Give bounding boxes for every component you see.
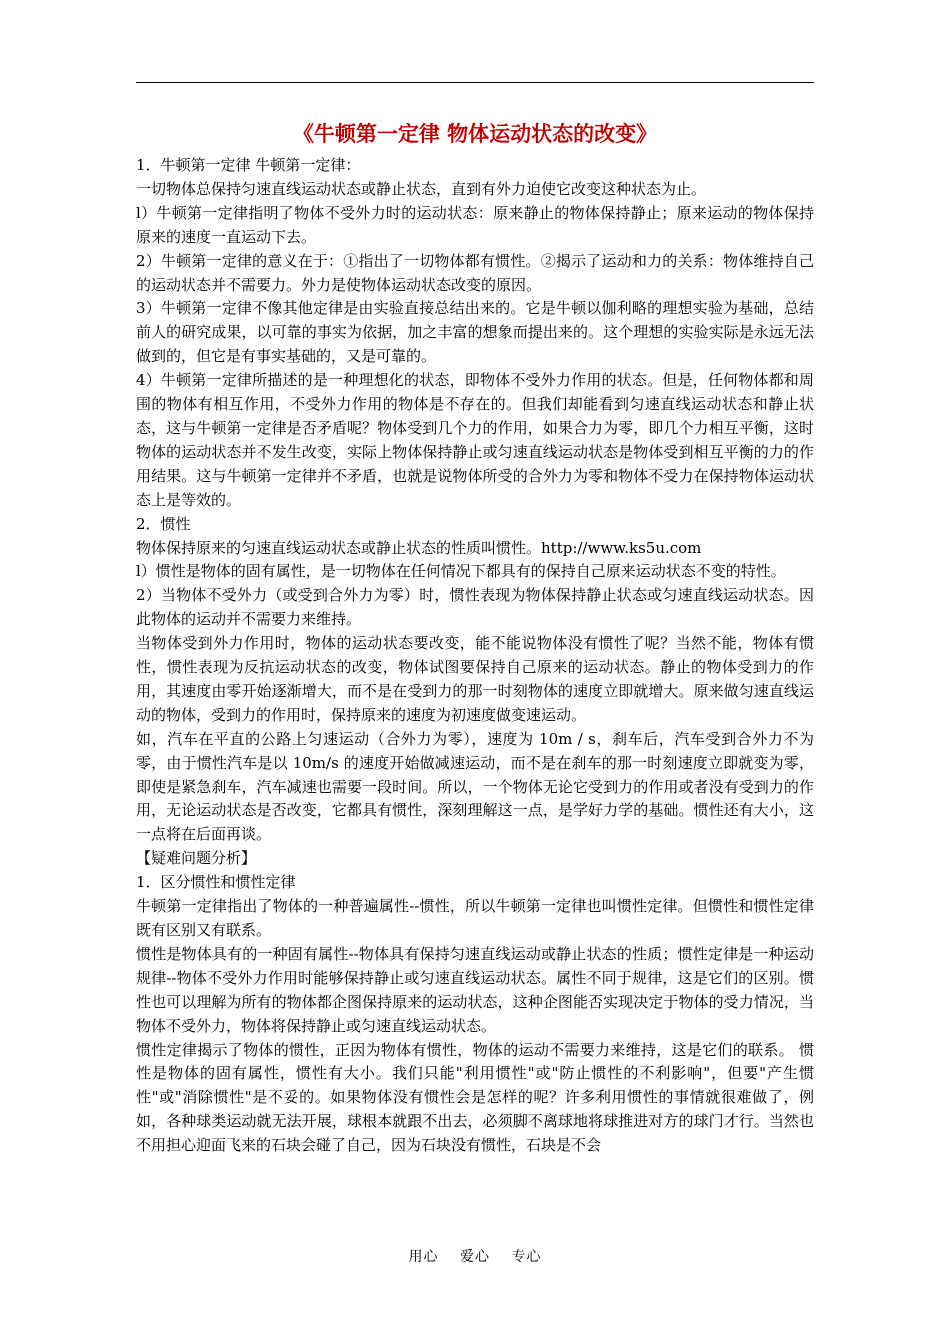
paragraph: 惯性是物体具有的一种固有属性--物体具有保持匀速直线运动或静止状态的性质；惯性定律是一种运动规律--物体不受外力作用时能够保持静止或匀速直线运动状态。属性不同于规律，这是它们的区别。惯性也可以理解为所有的物体都企图保持原来的运动状态，这种企图能否实现决定于物体的受力情况，当物体不受外力，物体将保持静止或匀速直线运动状态。: [136, 944, 814, 1035]
paragraph: 牛顿第一定律指出了物体的一种普遍属性--惯性，所以牛顿第一定律也叫惯性定律。但惯性和惯性定律既有区别又有联系。: [136, 897, 814, 939]
section-heading: 2．惯性: [136, 514, 191, 533]
paragraph: 2）当物体不受外力（或受到合外力为零）时，惯性表现为物体保持静止状态或匀速直线运动状态。因此物体的运动并不需要力来维持。: [136, 586, 814, 629]
paragraph: 1．牛顿第一定律 牛顿第一定律：: [136, 156, 361, 174]
paragraph: l）惯性是物体的固有属性，是一切物体在任何情况下都具有的保持自己原来运动状态不变的特性。: [136, 562, 786, 581]
document-title: 《牛顿第一定律 物体运动状态的改变》: [292, 122, 658, 146]
paragraph: 当物体受到外力作用时，物体的运动状态要改变，能不能说物体没有惯性了呢？当然不能，物体有惯性，惯性表现为反抗运动状态的改变，物体试图要保持自己原来的运动状态。静止的物体受到力的作用，其速度由零开始逐渐增大，而不是在受到力的那一时刻物体的速度立即就增大。原来做匀速直线运动的物体，受到力的作用时，保持原来的速度为初速度做变速运动。: [136, 634, 814, 724]
paragraph: 一切物体总保持匀速直线运动状态或静止状态，直到有外力迫使它改变这种状态为止。: [136, 179, 707, 198]
page-footer: 用心 爱心 专心: [408, 1249, 542, 1265]
section-heading: 1．区分惯性和惯性定律: [136, 873, 296, 892]
paragraph: 惯性定律揭示了物体的惯性，正因为物体有惯性，物体的运动不需要力来维持，这是它们的联系。 惯性是物体的固有属性，惯性有大小。我们只能"利用惯性"或"防止惯性的不利影响"，但要"产生惯性"或"消除惯性"是不妥的。如果物体没有惯性会是怎样的呢？许多利用惯性的事情就很难做了，例如，各种球类运动就无法开展，球根本就跟不出去，必须脚不离球地将球推进对方的球门才行。当然也不用担心迎面飞来的石块会碰了自己，因为石块没有惯性，石块是不会: [136, 1040, 814, 1155]
section-heading: 【疑难问题分析】: [136, 849, 257, 868]
document-body: [136, 118, 814, 1158]
paragraph: 3）牛顿第一定律不像其他定律是由实验直接总结出来的。它是牛顿以伽利略的理想实验为基础，总结前人的研究成果，以可靠的事实为依据，加之丰富的想象而提出来的。这个理想的实验实际是永远无法做到的，但它是有事实基础的，又是可靠的。: [136, 299, 814, 366]
header-rule: [136, 82, 814, 83]
paragraph: 4）牛顿第一定律所描述的是一种理想化的状态，即物体不受外力作用的状态。但是，任何物体都和周围的物体有相互作用，不受外力作用的物体是不存在的。但我们却能看到匀速直线运动状态和静止状态，这与牛顿第一定律是否矛盾呢？物体受到几个力的作用，如果合力为零，即几个力相互平衡，这时物体的运动状态并不发生改变，实际上物体保持静止或匀速直线运动状态是物体受到相互平衡的力的作用结果。这与牛顿第一定律并不矛盾，也就是说物体所受的合外力为零和物体不受力在保持物体运动状态上是等效的。: [136, 371, 814, 509]
paragraph: l）牛顿第一定律指明了物体不受外力时的运动状态：原来静止的物体保持静止；原来运动的物体保持原来的速度一直运动下去。: [136, 203, 814, 246]
paragraph: 物体保持原来的匀速直线运动状态或静止状态的性质叫惯性。http://www.ks5u.com: [136, 538, 702, 557]
paragraph: 2）牛顿第一定律的意义在于：①指出了一切物体都有惯性。②揭示了运动和力的关系：物体维持自己的运动状态并不需要力。外力是使物体运动状态改变的原因。: [136, 251, 814, 294]
paragraph: 如，汽车在平直的公路上匀速运动（合外力为零），速度为 10m / s，刹车后，汽车受到合外力不为零，由于惯性汽车是以 10m/s 的速度开始做减速运动，而不是在刹车的那一时刻速度立即就变为零，即使是紧急刹车，汽车减速也需要一段时间。所以，一个物体无论它受到力的作用或者没有受到力的作用，无论运动状态是否改变，它都具有惯性，深刻理解这一点，是学好力学的基础。惯性还有大小，这一点将在后面再谈。: [136, 729, 814, 844]
